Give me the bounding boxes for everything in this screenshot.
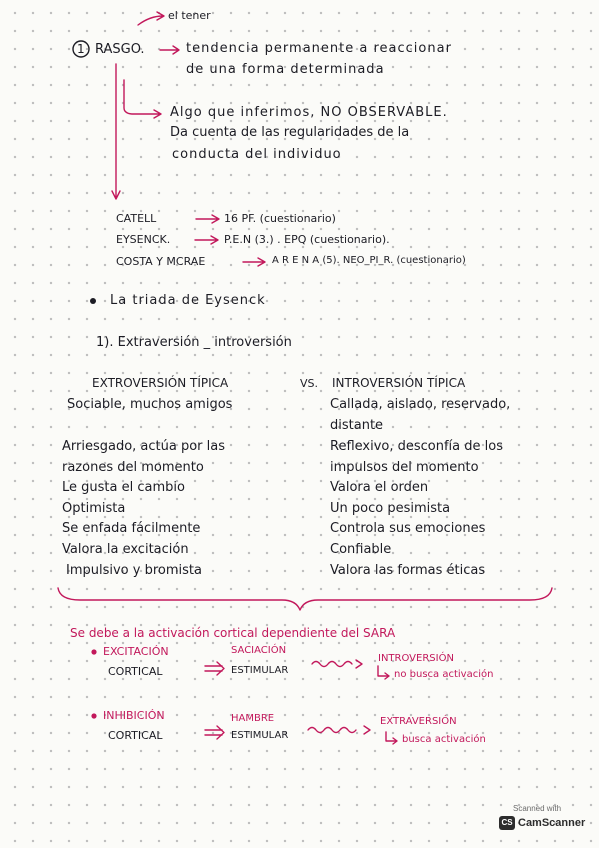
squiggle-arrow-2	[308, 726, 370, 734]
intro-trait-2: distante	[330, 418, 384, 433]
table-header-vs: VS.	[300, 377, 319, 390]
rasgo-number: 1	[77, 42, 85, 56]
rasgo-infer-2: Da cuenta de las regularidades de la	[170, 125, 410, 140]
sara-row2-effect-2: ESTIMULAR	[231, 730, 289, 741]
author-model-eysenck: P.E.N (3.) . EPQ (cuestionario).	[224, 233, 390, 246]
intro-trait-8: Confiable	[330, 542, 392, 557]
sara-row1-cause-2: CORTICAL	[108, 665, 163, 678]
extraversion-heading: 1). Extraversión _ introversión	[96, 335, 292, 350]
sara-row2-result-1: EXTRAVERSIÓN	[380, 716, 457, 727]
rasgo-definition-2: de una forma determinada	[186, 62, 385, 77]
sara-heading: Se debe a la activación cortical dependiente del SARA	[70, 626, 396, 640]
table-brace	[58, 588, 552, 610]
extro-trait-3: razones del momento	[62, 460, 204, 475]
sara-bullet-1	[91, 649, 96, 654]
sara-row2-cause-2: CORTICAL	[108, 729, 163, 742]
intro-trait-7: Controla sus emociones	[330, 521, 486, 536]
rasgo-infer-1: Algo que inferimos, NO OBSERVABLE.	[170, 105, 448, 120]
sara-row1-result-2: no busca activación	[394, 669, 494, 680]
table-header-extroversion: EXTROVERSIÓN TÍPICA	[92, 376, 229, 390]
extro-trait-2: Arriesgado, actúa por las	[62, 439, 226, 454]
extro-trait-6: Se enfada fácilmente	[62, 521, 201, 536]
table-header-introversion: INTROVERSIÓN TÍPICA	[332, 376, 466, 390]
extro-trait-1: Sociable, muchos amigos	[67, 397, 233, 412]
sara-row2-cause-1: INHIBICIÓN	[103, 709, 165, 722]
extro-trait-7: Valora la excitación	[62, 542, 189, 557]
infer-hook	[124, 80, 161, 118]
author-name-eysenck: EYSENCK.	[116, 233, 171, 246]
intro-trait-9: Valora las formas éticas	[330, 563, 486, 578]
costa-arrow	[243, 258, 265, 266]
author-model-catell: 16 PF. (cuestionario)	[224, 212, 336, 225]
sara-row1-effect-1: SACIACIÓN	[231, 645, 287, 656]
author-model-costa: A R E N A (5). NEO_PI_R. (cuestionario)	[272, 255, 466, 266]
return-arrow-1	[378, 666, 389, 679]
scanner-watermark	[499, 804, 585, 834]
catell-arrow	[196, 215, 219, 223]
intro-trait-1: Callada, aislado, reservado,	[330, 397, 511, 412]
squiggle-arrow-1	[312, 660, 362, 668]
sara-row2-result-2: busca activación	[402, 734, 486, 745]
sara-bullet-2	[91, 713, 96, 718]
intro-trait-4: impulsos del momento	[330, 460, 479, 475]
rasgo-definition-1: tendencia permanente a reaccionar	[186, 41, 452, 56]
aside-note: el tener	[168, 9, 211, 22]
authors-line	[112, 64, 120, 199]
intro-trait-3: Reflexivo, desconfía de los	[330, 439, 503, 454]
implies-arrow-2	[205, 726, 224, 739]
return-arrow-2	[386, 732, 397, 744]
sara-row1-effect-2: ESTIMULAR	[231, 665, 289, 676]
sara-row1-cause-1: EXCITACIÓN	[103, 645, 169, 658]
aside-arrow	[138, 12, 164, 25]
camscanner-brand: CamScanner	[518, 817, 586, 829]
sara-row2-effect-1: HAMBRE	[231, 713, 275, 724]
extro-trait-4: Le gusta el cambio	[62, 480, 185, 495]
rasgo-term: RASGO.	[95, 42, 145, 57]
triad-heading: La triada de Eysenck	[110, 293, 266, 308]
eysenck-arrow	[195, 236, 218, 244]
author-name-costa: COSTA Y MCRAE	[116, 255, 206, 268]
implies-arrow-1	[205, 662, 224, 675]
extro-trait-8: Impulsivo y bromista	[66, 563, 202, 578]
sara-row1-result-1: INTROVERSIÓN	[378, 653, 454, 664]
triad-bullet	[90, 298, 96, 304]
extro-trait-5: Optimista	[62, 501, 126, 516]
intro-trait-6: Un poco pesimista	[330, 501, 451, 516]
camscanner-logo-icon: CS	[499, 816, 515, 830]
rasgo-arrow	[160, 46, 179, 54]
intro-trait-5: Valora el orden	[330, 480, 429, 495]
author-name-catell: CATELL	[116, 212, 157, 225]
scanned-with-label: Scanned with	[513, 804, 562, 813]
rasgo-infer-3: conducta del individuo	[172, 147, 342, 162]
